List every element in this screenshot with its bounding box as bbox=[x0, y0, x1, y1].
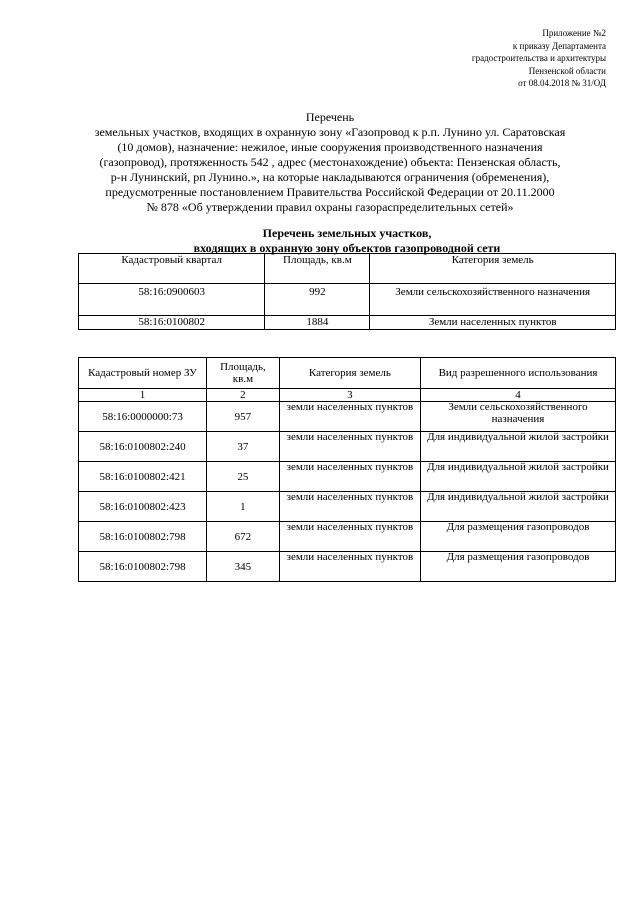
appendix-line: от 08.04.2018 № 31/ОД bbox=[518, 78, 606, 88]
appendix-line: градостроительства и архитектуры bbox=[471, 53, 606, 63]
table-row bbox=[79, 522, 616, 552]
table-cell: земли населенных пунктов bbox=[279, 402, 420, 432]
table-row bbox=[79, 432, 616, 462]
column-header: Кадастровый номер ЗУ bbox=[79, 358, 207, 389]
heading-line: (газопровод), протяженность 542 , адрес (местонахождение) объекта: Пензенская область, bbox=[99, 155, 561, 169]
column-header: Вид разрешенного использования bbox=[421, 358, 616, 389]
cadastral-quarters-table bbox=[78, 253, 616, 330]
table-cell: 58:16:0900603 bbox=[79, 284, 265, 316]
table-header-row bbox=[79, 358, 616, 389]
table-cell: Для размещения газопроводов bbox=[421, 522, 616, 552]
appendix-header bbox=[472, 27, 606, 90]
table-row bbox=[79, 402, 616, 432]
heading-line: земельных участков, входящих в охранную зону «Газопровод к р.п. Лунино ул. Саратовская bbox=[94, 125, 566, 139]
column-number: 3 bbox=[279, 389, 420, 402]
table-cell: земли населенных пунктов bbox=[279, 492, 420, 522]
column-number-row bbox=[79, 389, 616, 402]
table-row bbox=[79, 462, 616, 492]
heading-line: Перечень bbox=[305, 110, 355, 124]
column-header: Площадь, кв.м bbox=[207, 358, 280, 389]
table-cell: Земли сельскохозяйственного назначения bbox=[421, 402, 616, 432]
table-cell: земли населенных пунктов bbox=[279, 522, 420, 552]
table-cell: земли населенных пунктов bbox=[279, 432, 420, 462]
table-cell: 58:16:0100802:798 bbox=[79, 552, 207, 582]
table-cell: 25 bbox=[207, 462, 280, 492]
heading-line: предусмотренные постановлением Правительства Российской Федерации от 20.11.2000 bbox=[105, 185, 555, 199]
table-cell: 957 bbox=[207, 402, 280, 432]
table-cell: Для индивидуальной жилой застройки bbox=[421, 492, 616, 522]
table-cell: 37 bbox=[207, 432, 280, 462]
table-header-row bbox=[79, 254, 616, 284]
table-cell: Для индивидуальной жилой застройки bbox=[421, 432, 616, 462]
table-cell: земли населенных пунктов bbox=[279, 462, 420, 492]
column-header: Категория земель bbox=[279, 358, 420, 389]
table-cell: 58:16:0100802 bbox=[79, 316, 265, 330]
heading-line: р-н Лунинский, рп Лунино.», на которые накладываются ограничения (обременения), bbox=[110, 170, 550, 184]
appendix-line: Приложение №2 bbox=[542, 28, 606, 38]
table-cell: 58:16:0100802:423 bbox=[79, 492, 207, 522]
table-cell: 672 bbox=[207, 522, 280, 552]
table-cell: 58:16:0000000:73 bbox=[79, 402, 207, 432]
section-title-line: входящих в охранную зону объектов газопроводной сети bbox=[193, 240, 501, 255]
column-header: Кадастровый квартал bbox=[79, 254, 265, 284]
document-heading bbox=[60, 110, 600, 215]
column-header: Площадь, кв.м bbox=[265, 254, 370, 284]
table-cell: 58:16:0100802:421 bbox=[79, 462, 207, 492]
table-cell: 58:16:0100802:240 bbox=[79, 432, 207, 462]
land-plots-table bbox=[78, 357, 616, 582]
appendix-line: к приказу Департамента bbox=[512, 40, 606, 51]
table-cell: Земли населенных пунктов bbox=[370, 316, 616, 330]
section-title-line: Перечень земельных участков, bbox=[262, 226, 432, 240]
section-title bbox=[78, 226, 616, 255]
column-number: 1 bbox=[79, 389, 207, 402]
table-cell: Для размещения газопроводов bbox=[421, 552, 616, 582]
column-number: 4 bbox=[421, 389, 616, 402]
column-header: Категория земель bbox=[370, 254, 616, 284]
table-row bbox=[79, 552, 616, 582]
column-number: 2 bbox=[207, 389, 280, 402]
table-row bbox=[79, 492, 616, 522]
appendix-line: Пензенской области bbox=[528, 65, 606, 76]
table-cell: 345 bbox=[207, 552, 280, 582]
table-cell: 992 bbox=[265, 284, 370, 316]
table-row bbox=[79, 284, 616, 316]
table-cell: 1884 bbox=[265, 316, 370, 330]
heading-line: № 878 «Об утверждении правил охраны газораспределительных сетей» bbox=[146, 200, 514, 214]
table-row bbox=[79, 316, 616, 330]
table-cell: 58:16:0100802:798 bbox=[79, 522, 207, 552]
table-cell: Для индивидуальной жилой застройки bbox=[421, 462, 616, 492]
table-cell: 1 bbox=[207, 492, 280, 522]
table-cell: Земли сельскохозяйственного назначения bbox=[370, 284, 616, 316]
table-cell: земли населенных пунктов bbox=[279, 552, 420, 582]
heading-line: (10 домов), назначение: нежилое, иные сооружения производственного назначения bbox=[117, 140, 543, 154]
